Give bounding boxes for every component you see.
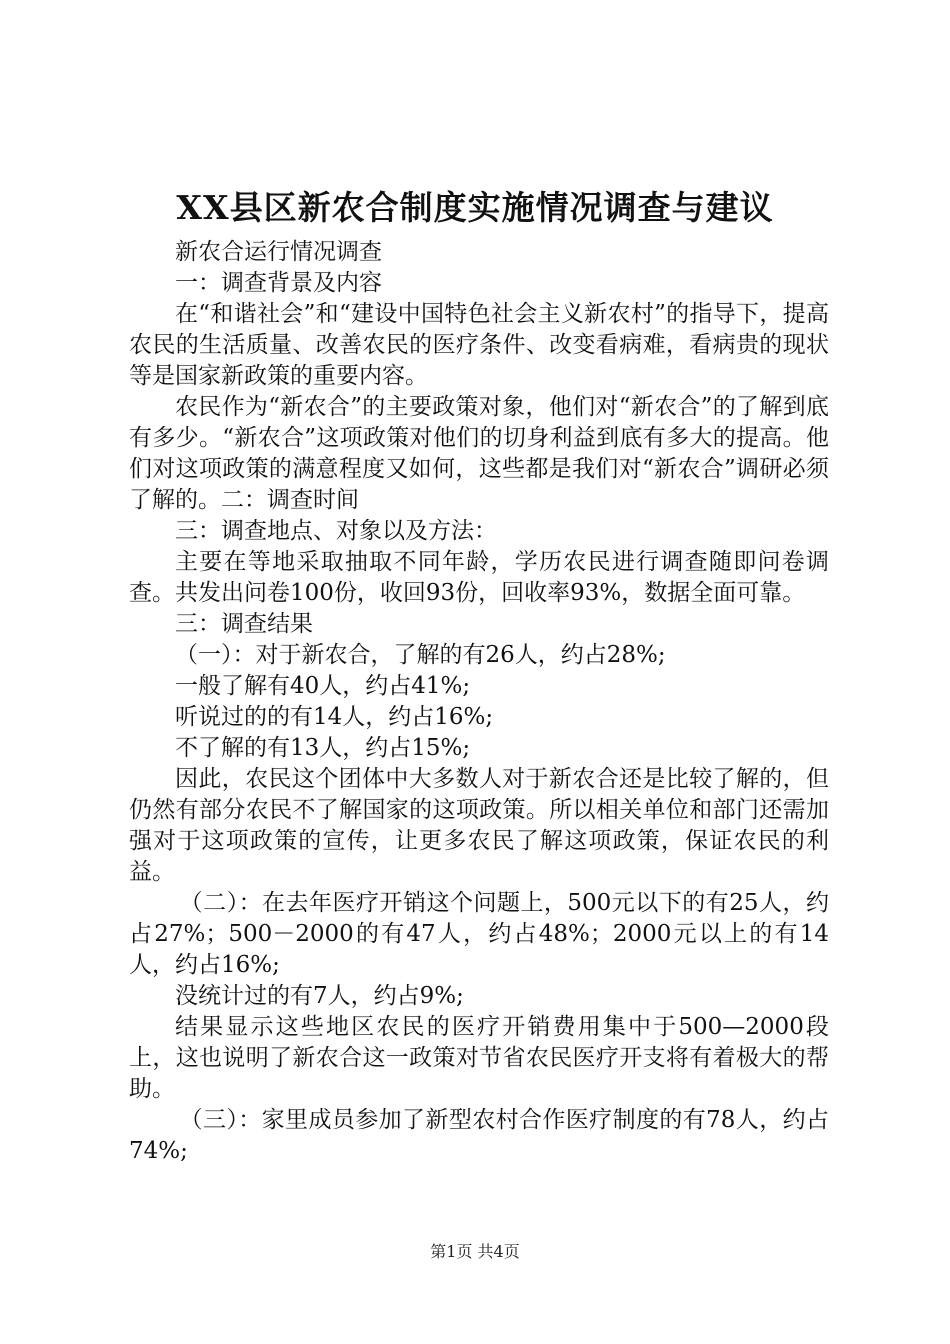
paragraph-result-2-uncounted: 没统计过的有7人，约占9%; xyxy=(175,983,464,1009)
document-title: XX县区新农合制度实施情况调查与建议 xyxy=(176,188,774,227)
document-body xyxy=(129,237,829,1167)
paragraph-conclusion-1: 因此，农民这个团体中大多数人对于新农合还是比较了解的，但仍然有部分农民不了解国家的这项政策。所以相关单位和部门还需加强对于这项政策的宣传，让更多农民了解这项政策，保证农民的利益。 xyxy=(129,766,829,885)
paragraph-result-1-heard: 听说过的的有14人，约占16%; xyxy=(175,704,494,730)
paragraph-heading-location: 三：调查地点、对象以及方法： xyxy=(175,518,497,544)
paragraph-result-2: （二）：在去年医疗开销这个问题上，500元以下的有25人，约占27%；500－2000的有47人，约占48%；2000元以上的有14人，约占16%; xyxy=(129,890,829,978)
paragraph-conclusion-2: 结果显示这些地区农民的医疗开销费用集中于500—2000段上，这也说明了新农合这一政策对节省农民医疗开支将有着极大的帮助。 xyxy=(129,1014,829,1102)
paragraph-section-heading: 新农合运行情况调查 xyxy=(175,239,382,265)
page-footer: 第1页 共4页 xyxy=(430,1242,520,1261)
paragraph-heading-background: 一：调查背景及内容 xyxy=(175,270,382,296)
paragraph-method: 主要在等地采取抽取不同年龄，学历农民进行调查随即问卷调查。共发出问卷100份，收回93份，回收率93%，数据全面可靠。 xyxy=(129,549,829,606)
paragraph-result-1-general: 一般了解有40人，约占41%; xyxy=(175,673,471,699)
paragraph-result-3: （三）：家里成员参加了新型农村合作医疗制度的有78人，约占74%; xyxy=(129,1107,829,1164)
paragraph-policy-object: 农民作为“新农合”的主要政策对象，他们对“新农合”的了解到底有多少。“新农合”这项政策对他们的切身利益到底有多大的提高。他们对这项政策的满意程度又如何，这些都是我们对“新农合”调研必须了解的。二：调查时间 xyxy=(129,394,829,513)
paragraph-heading-results: 三：调查结果 xyxy=(175,611,313,637)
paragraph-result-1: （一）：对于新农合，了解的有26人，约占28%; xyxy=(175,642,666,668)
paragraph-result-1-unknown: 不了解的有13人，约占15%; xyxy=(175,735,471,761)
paragraph-background: 在“和谐社会”和“建设中国特色社会主义新农村”的指导下，提高农民的生活质量、改善农民的医疗条件、改变看病难，看病贵的现状等是国家新政策的重要内容。 xyxy=(129,301,829,389)
